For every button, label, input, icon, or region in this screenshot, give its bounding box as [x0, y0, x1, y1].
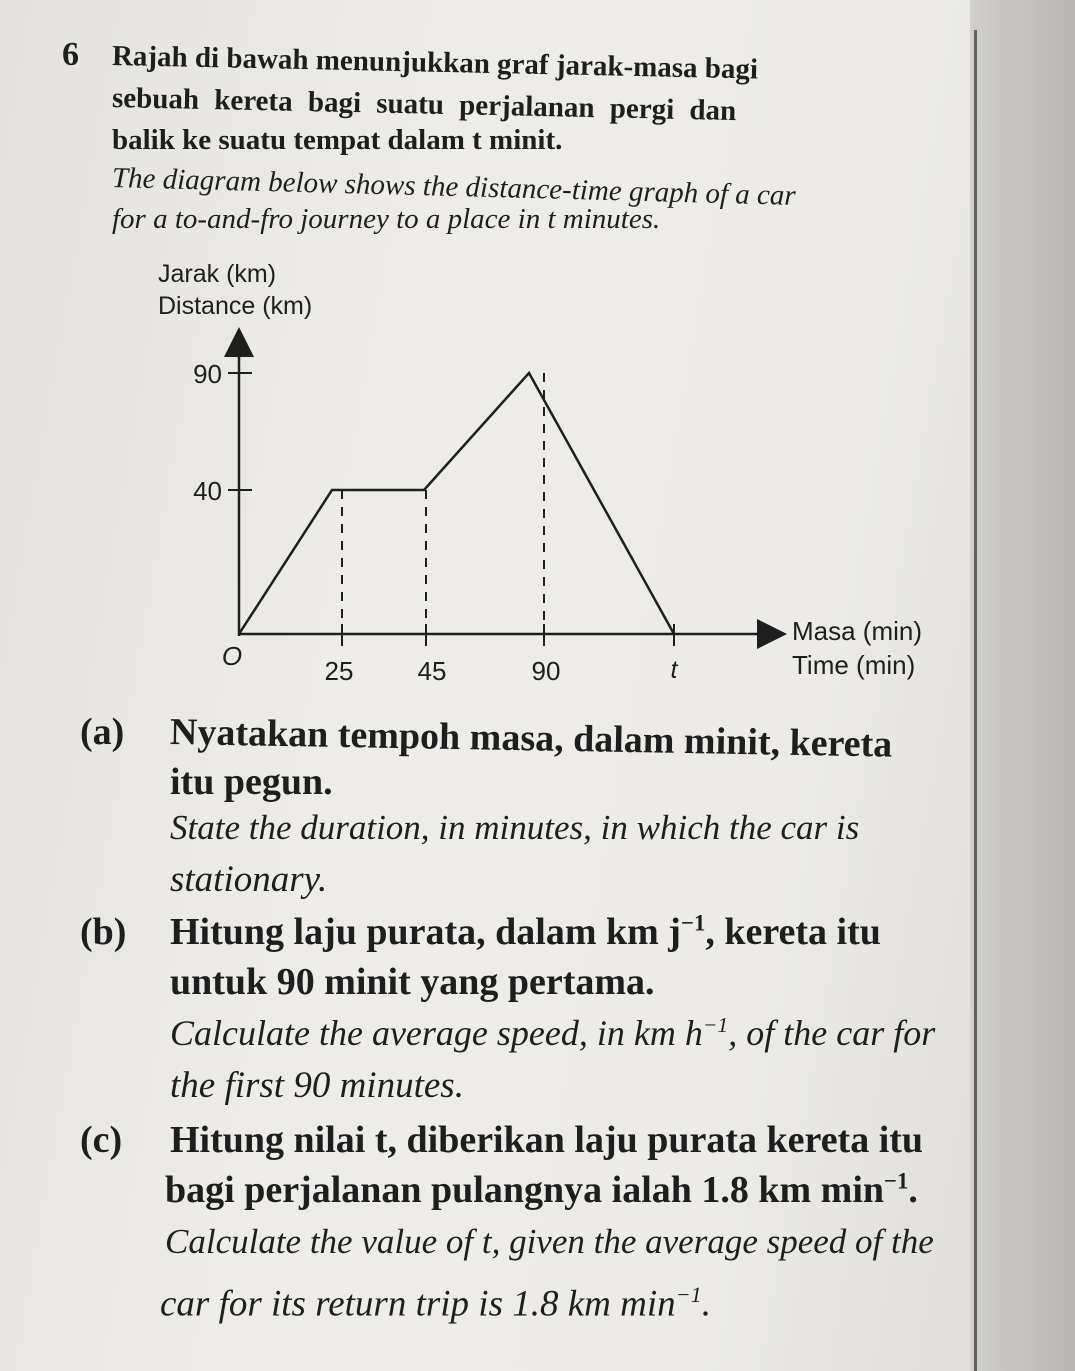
- part-c-ms-exponent: −1: [884, 1168, 909, 1194]
- x-axis-label-ms: Masa (min): [792, 616, 923, 646]
- distance-time-graph: [0, 245, 980, 695]
- part-c-ms-text: bagi perjalanan pulangnya ialah 1.8 km min: [165, 1169, 885, 1211]
- part-b-label: (b): [80, 911, 127, 953]
- part-a-en-line-1: State the duration, in minutes, in which the car is: [170, 808, 860, 847]
- part-b-en-text: Calculate the average speed, in km h: [170, 1013, 703, 1053]
- part-b-en-exponent: −1: [702, 1013, 729, 1037]
- part-c-ms-line-2: [165, 1168, 918, 1212]
- distance-time-line: [239, 373, 674, 634]
- x-tick-label-25: 25: [324, 656, 354, 686]
- part-b-ms-text-end: , kereta itu: [705, 911, 881, 953]
- page-edge: [970, 0, 1075, 1371]
- part-c-en-text-end: .: [701, 1283, 711, 1325]
- part-a-en-line-2: stationary.: [170, 859, 328, 900]
- part-b-ms-exponent: −1: [680, 910, 706, 936]
- question-en-line-1: The diagram below shows the distance-time graph of a car: [111, 162, 797, 212]
- origin-label: O: [221, 641, 243, 671]
- part-b-ms-line-1: [170, 910, 881, 954]
- question-en-line-2: for a to-and-fro journey to a place in t minutes.: [112, 203, 661, 235]
- part-a-label: (a): [80, 711, 125, 753]
- x-tick-label-t: t: [670, 656, 678, 684]
- part-c-en-line-1: Calculate the value of t, given the average speed of the: [165, 1222, 934, 1261]
- part-c-en-text: car for its return trip is 1.8 km min: [160, 1283, 676, 1325]
- part-b-ms-line-2: untuk 90 minit yang pertama.: [170, 961, 655, 1003]
- part-b-en-line-2: the first 90 minutes.: [170, 1065, 464, 1106]
- part-c-label: (c): [80, 1119, 123, 1161]
- page-binding-line: [974, 30, 977, 1371]
- part-b-en-line-1: [170, 1012, 935, 1054]
- y-tick-label-90: 90: [193, 359, 222, 389]
- x-tick-label-45: 45: [417, 656, 447, 686]
- part-a-ms-line-1: Nyatakan tempoh masa, dalam minit, kereta: [169, 711, 893, 766]
- part-c-ms-text-end: .: [908, 1169, 918, 1211]
- question-number: 6: [62, 36, 79, 73]
- part-a-ms-line-2: itu pegun.: [170, 761, 333, 803]
- part-b-en-text-end: , of the car for: [728, 1013, 936, 1053]
- part-c-ms-line-1: Hitung nilai t, diberikan laju purata kereta itu: [170, 1119, 924, 1161]
- y-axis-label-ms: Jarak (km): [158, 260, 277, 288]
- part-b-ms-text: Hitung laju purata, dalam km j: [170, 911, 681, 953]
- question-ms-line-1: Rajah di bawah menunjukkan graf jarak-masa bagi: [111, 40, 759, 86]
- part-c-en-exponent: −1: [675, 1282, 702, 1307]
- x-axis-label-en: Time (min): [792, 650, 916, 680]
- question-ms-line-3: balik ke suatu tempat dalam t minit.: [112, 124, 563, 156]
- y-axis-label-en: Distance (km): [158, 292, 313, 320]
- y-tick-label-40: 40: [193, 476, 222, 506]
- question-ms-line-2: sebuah kereta bagi suatu perjalanan pergi dan: [111, 82, 737, 128]
- x-tick-label-90: 90: [531, 656, 561, 686]
- part-c-en-line-2: [160, 1282, 711, 1325]
